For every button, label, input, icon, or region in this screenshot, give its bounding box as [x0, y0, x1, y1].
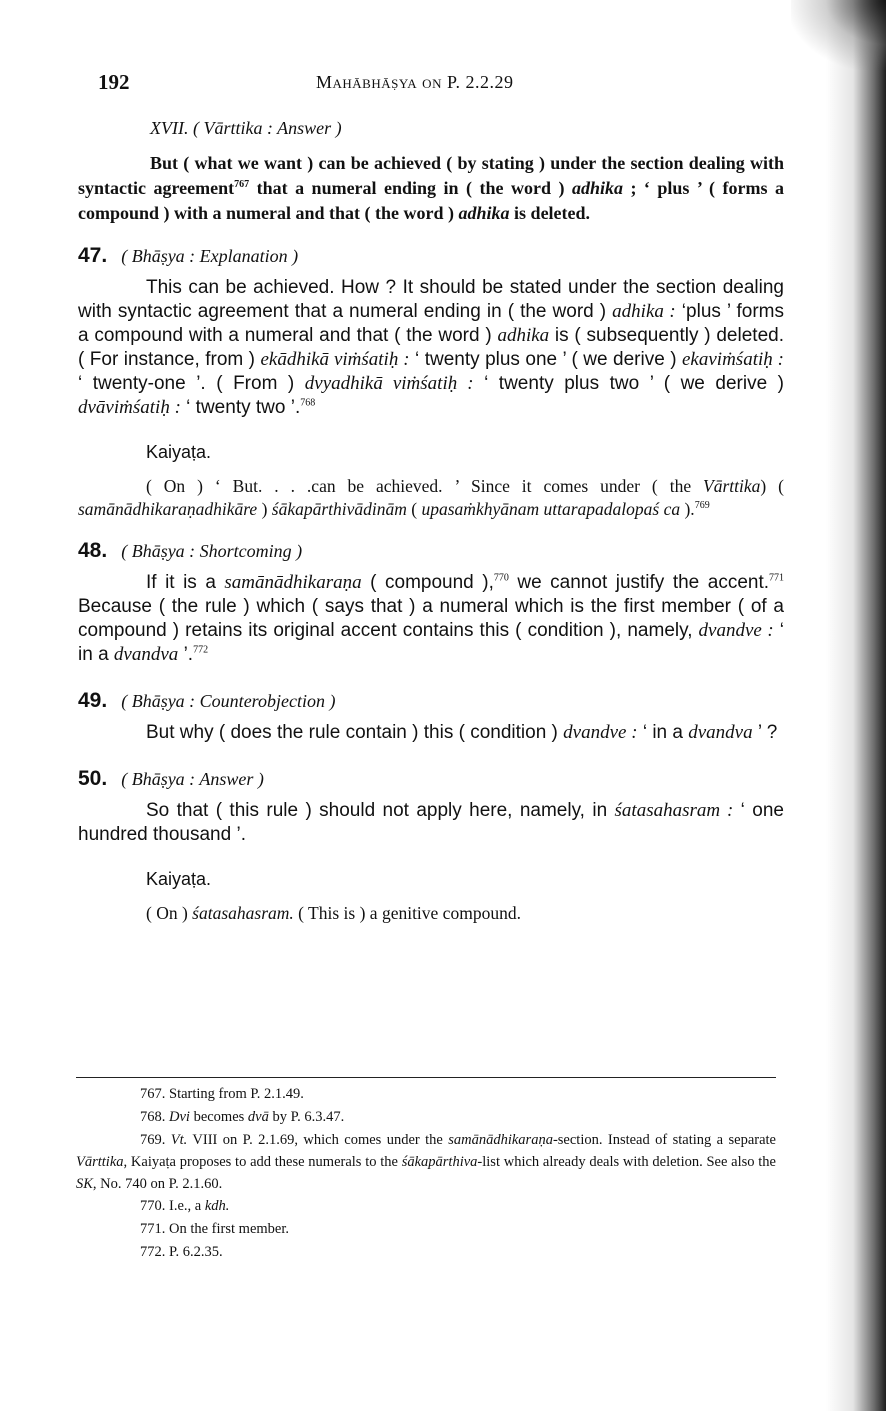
text-segment: This can be achieved. How ? It should be stated under the section dealing with syntactic agreement that a numeral ending in ( the word ): [78, 277, 784, 322]
text-segment: ): [257, 499, 272, 519]
varttika-answer-text: [78, 151, 784, 226]
term-italic: śatasahasram.: [192, 903, 294, 923]
term-italic: SK: [76, 1176, 93, 1192]
footnote-text: , Kaiyaṭa proposes to add these numerals to the: [123, 1154, 402, 1170]
page-number: 192: [98, 70, 130, 94]
section-label-47: ( Bhāṣya : Explanation ): [121, 246, 299, 266]
section-label-48: ( Bhāṣya : Shortcoming ): [121, 541, 303, 561]
term-italic: Vārttika: [703, 476, 761, 496]
page-header: [98, 70, 778, 102]
text-segment: ‘ one hundred thousand ’.: [78, 800, 784, 845]
term-italic: kdh.: [204, 1198, 230, 1214]
text-segment: If it is a: [146, 572, 225, 593]
section-label-xvii: XVII. ( Vārttika : Answer ): [150, 118, 342, 138]
text-segment: ’ ?: [752, 722, 778, 743]
kaiyata-heading: Kaiyaṭa.: [146, 442, 212, 462]
footnote-number: 767.: [140, 1086, 166, 1102]
footnote-ref-770[interactable]: 770: [493, 572, 509, 584]
text-segment: ’.: [178, 644, 194, 665]
term-italic: dvandva: [688, 722, 753, 743]
term-italic: samānādhikaraṇa: [448, 1132, 553, 1148]
section-number-47: 47.: [78, 244, 108, 267]
term-italic: dvandva: [113, 644, 179, 665]
section-number-48: 48.: [78, 539, 108, 562]
footnote-ref-772[interactable]: 772: [193, 644, 209, 656]
text-segment: ‘plus ’ forms a compound with a numeral and that ( the word ): [78, 301, 785, 346]
page-corner-shadow: [791, 0, 886, 70]
footnote-number: 768.: [140, 1109, 166, 1125]
bhasya-shortcoming-text: [78, 571, 784, 667]
footnote-text: On the first member.: [169, 1221, 290, 1237]
footnote-number: 771.: [140, 1221, 166, 1237]
footnote-text: VIII on P. 2.1.69, which comes under the: [187, 1132, 449, 1148]
footnote-771: [76, 1218, 776, 1241]
text-segment: So that ( this rule ) should not apply here, namely, in: [146, 800, 615, 821]
text-segment: ‘ in a: [78, 620, 785, 665]
text-segment: ‘ in a: [637, 722, 689, 743]
term-italic: śākapārthiva: [401, 1154, 478, 1170]
text-segment: is deleted.: [509, 203, 591, 223]
section-heading-50: [78, 767, 784, 791]
text-segment: (: [406, 499, 422, 519]
term-italic: Vārttika: [76, 1154, 124, 1170]
footnote-number: 770.: [140, 1198, 166, 1214]
text-segment: ‘ twenty plus two ’ ( we derive ): [473, 373, 784, 394]
kaiyata-heading: Kaiyaṭa.: [146, 869, 212, 889]
footnote-text: I.e., a: [169, 1198, 205, 1214]
text-segment: But why ( does the rule contain ) this ( condition ): [146, 722, 564, 743]
term-italic: adhika: [458, 203, 510, 223]
text-segment: is ( subsequently ) deleted. ( For instance, from ): [78, 325, 784, 370]
footnote-ref-771[interactable]: 771: [769, 572, 785, 584]
footnote-772: [76, 1241, 776, 1264]
text-segment: ( compound ),: [361, 572, 494, 593]
footnote-text: Starting from P. 2.1.49.: [169, 1086, 304, 1102]
text-segment: we cannot justify the accent.: [508, 572, 770, 593]
kaiyata-commentary-text: [78, 475, 784, 521]
footnote-768: [76, 1106, 776, 1129]
section-heading-48: [78, 539, 784, 563]
text-segment: ( On ): [146, 903, 193, 923]
term-italic: dvandve :: [563, 722, 638, 743]
text-segment: ( On ) ‘ But. . . .can be achieved. ’ Since it comes under ( the: [146, 476, 704, 496]
footnote-text: becomes: [189, 1109, 248, 1125]
page-body: [78, 118, 784, 943]
footnote-text: -section. Instead of stating a separate: [552, 1132, 776, 1148]
section-heading-47: [78, 244, 784, 268]
footnotes: [76, 1083, 776, 1264]
term-italic: adhika: [571, 178, 623, 198]
footnote-text: by P. 6.3.47.: [268, 1109, 345, 1125]
footnote-ref-767[interactable]: 767: [234, 179, 250, 190]
term-italic: adhika :: [612, 301, 676, 322]
term-italic: samānādhikaraṇa: [224, 572, 362, 593]
footnote-number: 769.: [140, 1132, 166, 1148]
kaiyata-commentary-text: [78, 902, 784, 925]
footnote-770: [76, 1195, 776, 1218]
section-heading-49: [78, 689, 784, 713]
section-label-49: ( Bhāṣya : Counterobjection ): [121, 691, 336, 711]
footnote-ref-768[interactable]: 768: [300, 397, 316, 409]
term-italic: dvandve :: [698, 620, 774, 641]
running-title: Mahābhāṣya on P. 2.2.29: [316, 72, 514, 92]
section-label-50: ( Bhāṣya : Answer ): [121, 769, 264, 789]
term-italic: dvāviṁśatiḥ :: [78, 397, 181, 418]
section-number-50: 50.: [78, 767, 108, 790]
term-italic: śākapārthivādinām: [271, 499, 407, 519]
footnote-ref-769[interactable]: 769: [694, 500, 710, 512]
text-segment: Because ( the rule ) which ( says that ) a numeral which is the first member ( of a compound ) retains its original accent contains this ( condition ), namely,: [78, 596, 784, 641]
footnote-text: , No. 740 on P. 2.1.60.: [92, 1176, 223, 1192]
term-italic: upasaṁkhyānam uttarapadalopaś ca: [421, 499, 681, 519]
bhasya-counterobjection-text: [78, 721, 784, 745]
footnote-number: 772.: [140, 1244, 166, 1260]
footnote-767: [76, 1083, 776, 1106]
bhasya-answer-text: [78, 799, 784, 847]
text-segment: ‘ twenty plus one ’ ( we derive ): [409, 349, 682, 370]
page-edge-shadow: [826, 0, 886, 1411]
footnote-divider: [76, 1077, 776, 1078]
text-segment: But ( what we want ) can be achieved ( by stating ) under the section dealing with syntactic agreement: [78, 153, 784, 198]
term-italic: Vt.: [170, 1132, 188, 1148]
text-segment: ( This is ) a genitive compound.: [293, 903, 521, 923]
text-segment: ‘ twenty two ’.: [180, 397, 301, 418]
footnote-text: -list which already deals with deletion. See also the: [477, 1154, 776, 1170]
footnote-769: [76, 1129, 776, 1195]
section-number-49: 49.: [78, 689, 108, 712]
bhasya-explanation-text: [78, 276, 784, 420]
footnote-text: P. 6.2.35.: [169, 1244, 223, 1260]
term-italic: śatasahasram :: [614, 800, 734, 821]
text-segment: ).: [680, 499, 695, 519]
term-italic: ekādhikā viṁśatiḥ :: [260, 349, 410, 370]
term-italic: dvyadhikā viṁśatiḥ :: [304, 373, 474, 394]
text-segment: ) (: [760, 476, 785, 496]
text-segment: ‘ twenty-one ’. ( From ): [78, 373, 305, 394]
text-segment: that a numeral ending in ( the word ): [249, 178, 572, 198]
term-italic: samānādhikaraṇadhikāre: [78, 499, 258, 519]
term-italic: adhika: [497, 325, 550, 346]
term-italic: Dvi: [169, 1109, 190, 1125]
term-italic: ekaviṁśatiḥ :: [682, 349, 784, 370]
text-segment: ; ‘ plus ’ ( forms a compound ) with a numeral and that ( the word ): [78, 178, 784, 223]
term-italic: dvā: [247, 1109, 269, 1125]
